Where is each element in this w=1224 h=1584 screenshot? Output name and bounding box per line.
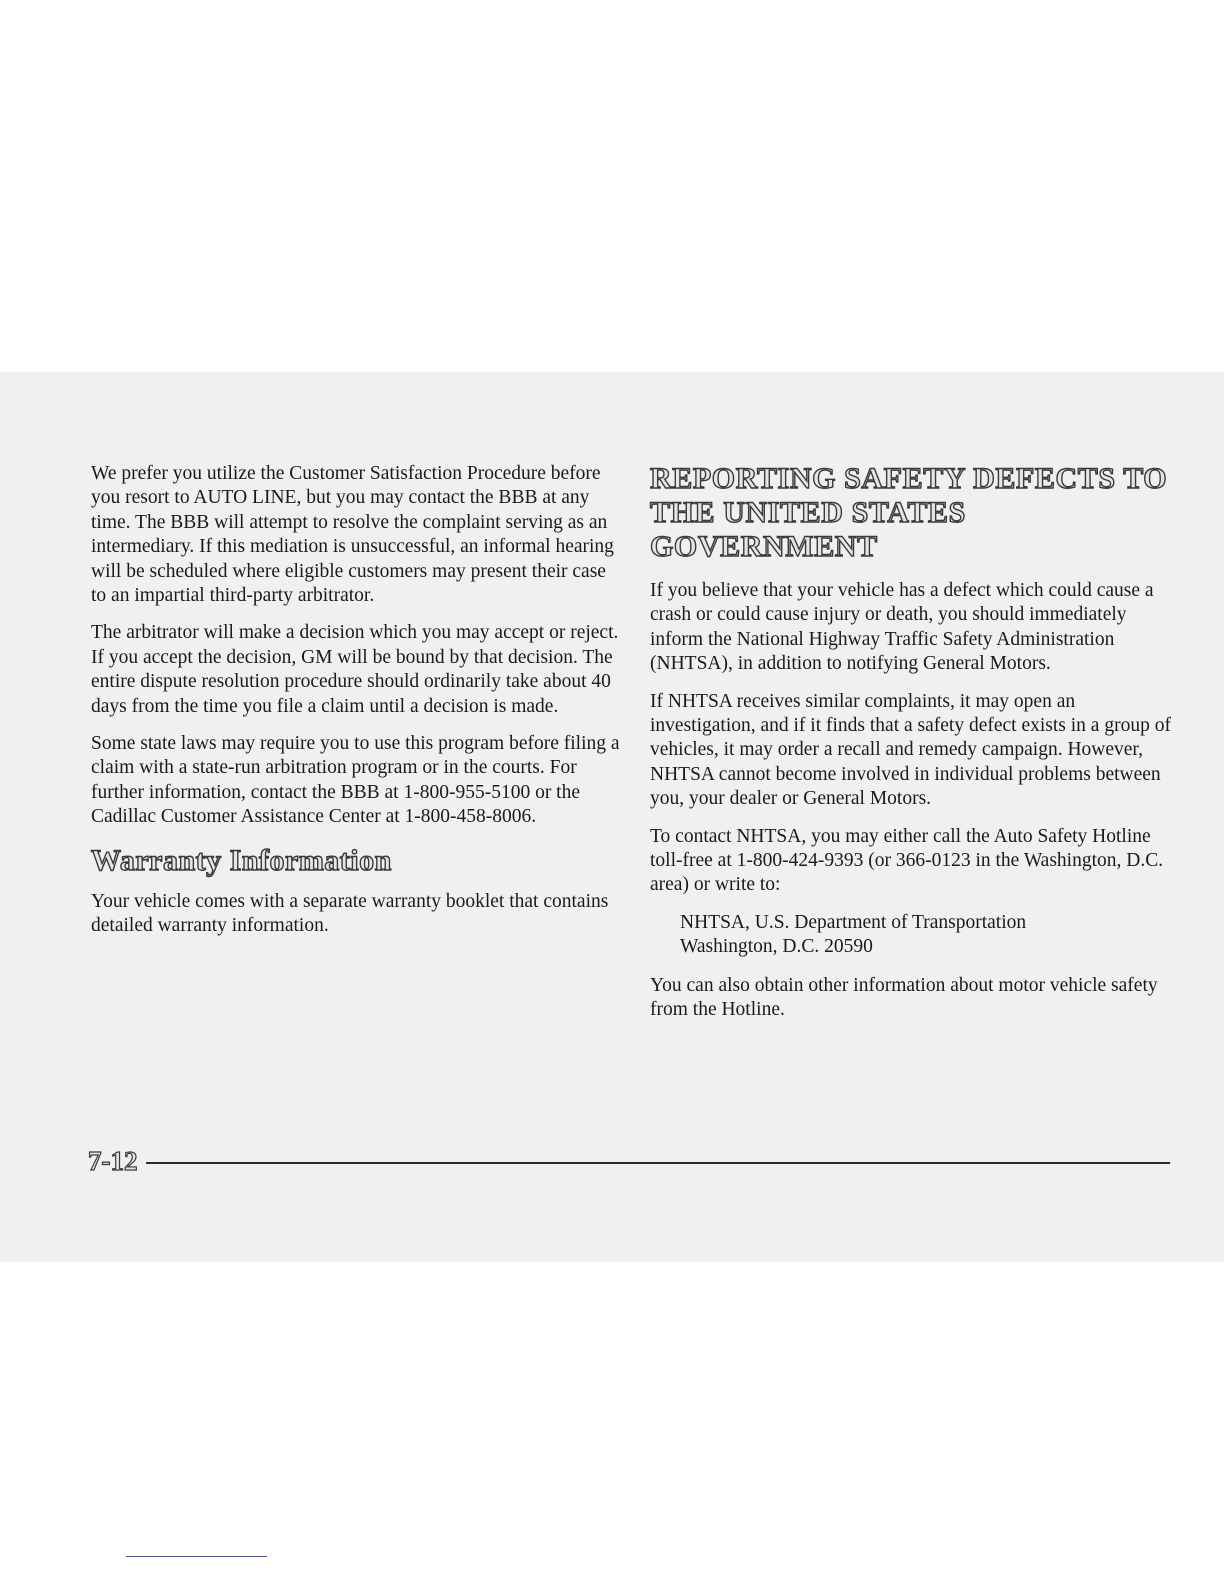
nhtsa-address xyxy=(680,911,1180,960)
paragraph-contact-nhtsa: To contact NHTSA, you may either call the Auto Safety Hotline toll-free at 1-800-424-9393 (or 366-0123 in the Washington, D.C. area) or write to: xyxy=(650,825,1164,896)
bottom-link-underline xyxy=(126,1556,267,1557)
left-column xyxy=(91,462,621,952)
paragraph-believe-defect: If you believe that your vehicle has a defect which could cause a crash or could cause injury or death, you should immediately inform the National Highway Traffic Safety Administration (NHTSA), in addition to notifying General Motors. xyxy=(650,580,1154,675)
paragraph-nhtsa-complaints: If NHTSA receives similar complaints, it may open an investigation, and if it finds that a safety defect exists in a group of vehicles, it may order a recall and remedy campaign. However, NHTSA cannot become involved in individual problems between you, your dealer or General Motors. xyxy=(650,690,1171,810)
paragraph-arbitrator: The arbitrator will make a decision which you may accept or reject. If you accept the decision, GM will be bound by that decision. The entire dispute resolution procedure should ordinarily take about 40 days from the time you file a claim until a decision is made. xyxy=(91,622,619,717)
paragraph-state-laws: Some state laws may require you to use this program before filing a claim with a state-run arbitration program or in the courts. For further information, contact the BBB at 1-800-955-5100 or the Cadillac Customer Assistance Center at 1-800-458-8006. xyxy=(91,733,620,828)
right-column xyxy=(650,462,1180,1036)
paragraph-csp-bbb: We prefer you utilize the Customer Satisfaction Procedure before you resort to AUTO LINE, but you may contact the BBB at any time. The BBB will attempt to resolve the complaint serving as an intermediary. If this mediation is unsuccessful, an informal hearing will be scheduled where eligible customers may present their case to an impartial third-party arbitrator. xyxy=(91,463,614,607)
page-footer xyxy=(88,1146,1170,1176)
address-line-1: NHTSA, U.S. Department of Transportation xyxy=(680,911,1027,933)
paragraph-warranty: Your vehicle comes with a separate warranty booklet that contains detailed warranty information. xyxy=(91,890,609,937)
address-line-2: Washington, D.C. 20590 xyxy=(680,936,873,958)
page-number: 7-12 xyxy=(88,1146,138,1176)
paragraph-hotline-info: You can also obtain other information about motor vehicle safety from the Hotline. xyxy=(650,974,1158,1021)
safety-defects-heading: REPORTING SAFETY DEFECTS TO THE UNITED STATES GOVERNMENT xyxy=(650,462,1168,563)
warranty-heading: Warranty Information xyxy=(91,843,392,877)
footer-rule xyxy=(146,1162,1170,1164)
